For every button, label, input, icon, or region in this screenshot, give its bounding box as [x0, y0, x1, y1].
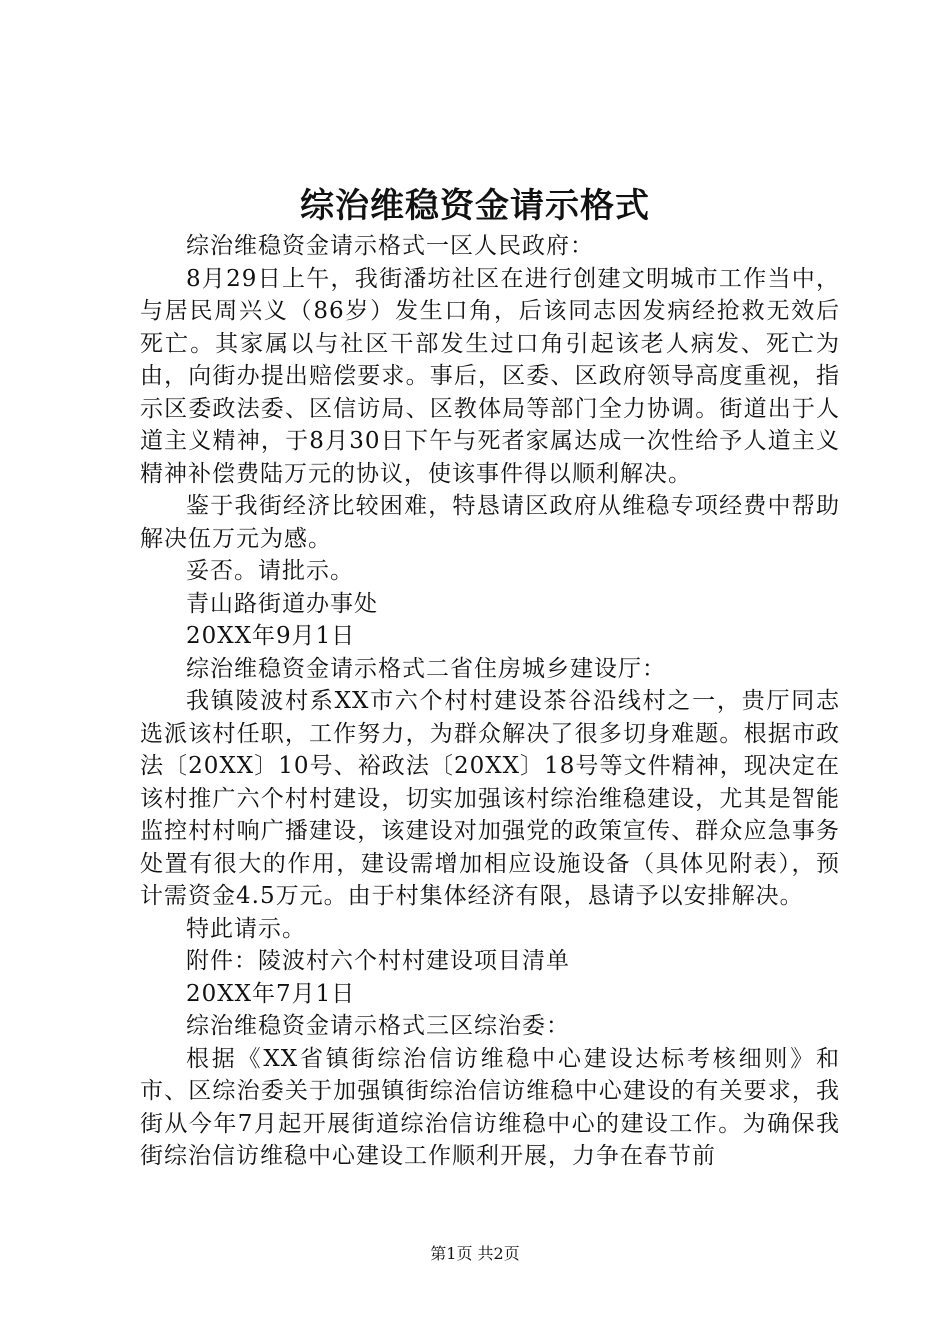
paragraph: 综治维稳资金请示格式三区综治委： [186, 1013, 570, 1039]
paragraph: 根据《XX省镇街综治信访维稳中心建设达标考核细则》和市、区综治委关于加强镇街综治信访维稳中心建设的有关要求，我街从今年7月起开展街道综治信访维稳中心的建设工作。为确保我街综治信访维稳中心建设工作顺利开展，力争在春节前 [140, 1045, 840, 1169]
paragraph: 综治维稳资金请示格式二省住房城乡建设厅： [186, 655, 666, 682]
signature-line: 青山路街道办事处 [186, 590, 378, 617]
paragraph: 特此请示。 [186, 915, 306, 942]
paragraph: 鉴于我街经济比较困难，特恳请区政府从维稳专项经费中帮助解决伍万元为感。 [140, 493, 840, 552]
paragraph: 妥否。请批示。 [186, 558, 354, 584]
document-title: 综治维稳资金请示格式 [300, 186, 650, 226]
paragraph: 8月29日上午，我街潘坊社区在进行创建文明城市工作当中，与居民周兴义（86岁）发生口角，后该同志因发病经抢救无效后死亡。其家属以与社区干部发生过口角引起该老人病发、死亡为由，向街办提出赔偿要求。事后，区委、区政府领导高度重视，指示区委政法委、区信访局、区教体局等部门全力协调。街道出于人道主义精神，于8月30日下午与死者家属达成一次性给予人道主义精神补偿费陆万元的协议，使该事件得以顺利解决。 [140, 265, 840, 487]
paragraph: 综治维稳资金请示格式一区人民政府： [186, 233, 594, 259]
page-footer: 第1页 共2页 [430, 1244, 520, 1263]
attachment-line: 附件：陵波村六个村村建设项目清单 [186, 948, 570, 974]
paragraph: 我镇陵波村系XX市六个村村建设茶谷沿线村之一，贵厅同志选派该村任职，工作努力，为群众解决了很多切身难题。根据市政法〔20XX〕10号、裕政法〔20XX〕18号等文件精神，现决定在该村推广六个村村建设，切实加强该村综治维稳建设，尤其是智能监控村村响广播建设，该建设对加强党的政策宣传、群众应急事务处置有很大的作用，建设需增加相应设施设备（具体见附表），预计需资金4.5万元。由于村集体经济有限，恳请予以安排解决。 [140, 688, 840, 909]
document-body [140, 230, 840, 1173]
date-line: 20XX年7月1日 [186, 980, 356, 1007]
date-line: 20XX年9月1日 [186, 623, 356, 649]
